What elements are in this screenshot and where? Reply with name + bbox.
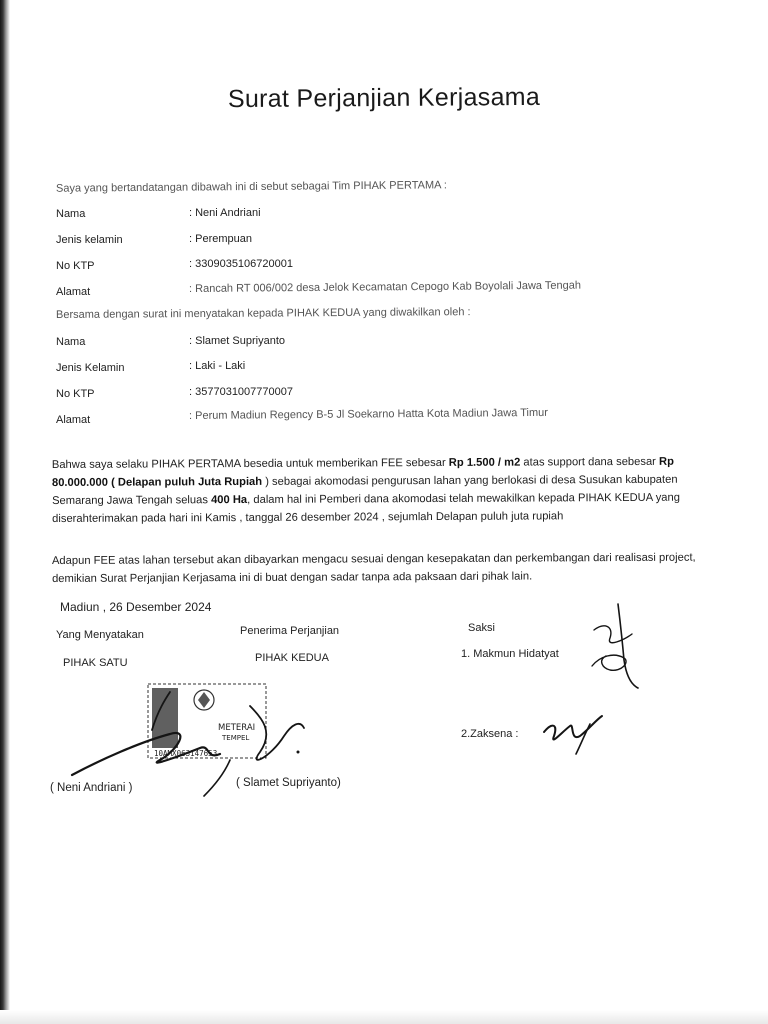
witness-1-name: 1. Makmun Hidatyat xyxy=(461,648,559,660)
second-party-ktp-label: No KTP xyxy=(56,388,95,400)
agreement-paragraph-1 xyxy=(52,452,722,528)
witness-label: Saksi xyxy=(468,622,495,634)
document-title: Surat Perjanjian Kerjasama xyxy=(227,82,541,114)
first-party-ktp-label: No KTP xyxy=(56,260,95,272)
second-party-name-value: : Slamet Supriyanto xyxy=(189,335,285,347)
paragraph-1-text-a: Bahwa saya selaku PIHAK PERTAMA besedia untuk memberikan FEE sebesar xyxy=(51,456,449,472)
paragraph-1-text-b: atas support dana sebesar xyxy=(520,455,660,469)
intro-first-party: Saya yang bertandatangan dibawah ini di sebut sebagai Tim PIHAK PERTAMA : xyxy=(55,179,447,195)
signer-2-party: PIHAK KEDUA xyxy=(255,652,329,664)
signer-2-name: ( Slamet Supriyanto) xyxy=(236,777,341,789)
second-party-ktp-value: : 3577031007770007 xyxy=(189,386,293,398)
second-party-gender-label: Jenis Kelamin xyxy=(56,362,125,374)
paragraph-1-text-c: ) sebagai akomodasi pengurusan lahan yang berlokasi di desa Susukan kabupaten Semarang Jawa Tengah seluas xyxy=(52,473,678,507)
place-date: Madiun , 26 Desember 2024 xyxy=(60,600,212,614)
fee-amount: Rp 1.500 / m2 xyxy=(448,456,521,469)
second-party-address-label: Alamat xyxy=(56,414,91,426)
stamp-serial: 10AMX063147653 xyxy=(154,749,218,758)
signer-1-name: ( Neni Andriani ) xyxy=(50,782,133,794)
land-area: 400 Ha xyxy=(211,493,248,507)
stamp-text-mid: TEMPEL xyxy=(222,734,250,742)
witness-2-signature xyxy=(540,712,610,756)
first-party-address-value: : Rancah RT 006/002 desa Jelok Kecamatan Cepogo Kab Boyolali Jawa Tengah xyxy=(188,279,582,295)
first-party-gender-value: : Perempuan xyxy=(189,233,252,245)
first-party-address-label: Alamat xyxy=(56,286,91,298)
witness-1-signature xyxy=(580,600,660,690)
witness-2-name: 2.Zaksena : xyxy=(461,728,519,740)
second-party-name-label: Nama xyxy=(56,336,86,348)
intro-second-party: Bersama dengan surat ini menyatakan kepada PIHAK KEDUA yang diwakilkan oleh : xyxy=(55,306,471,321)
signer-1-party: PIHAK SATU xyxy=(63,657,128,669)
first-party-name-label: Nama xyxy=(56,208,86,220)
fund-amount: Rp 80.000.000 ( Delapan puluh Juta Rupiah xyxy=(51,455,674,490)
first-party-ktp-value: : 3309035106720001 xyxy=(189,258,293,270)
first-party-gender-label: Jenis kelamin xyxy=(56,234,123,246)
second-party-address-value: : Perum Madiun Regency B-5 Jl Soekarno Hatta Kota Madiun Jawa Timur xyxy=(188,406,548,422)
agreement-paragraph-2: Adapun FEE atas lahan tersebut akan dibayarkan mengacu sesuai dengan kesepakatan dan perkembangan dari realisasi project, demikian Surat Perjanjian Kerjasama ini di buat dengan sadar tanpa ada paksaan dari pihak lain. xyxy=(51,551,696,585)
paragraph-1-text-d: , dalam hal ini Pemberi dana akomodasi telah mewakilkan kepada PIHAK KEDUA yang diserahterimakan pada hari ini Kamis , tanggal 26 desember 2024 , sejumlah Delapan puluh juta rupiah xyxy=(52,491,680,525)
signer-2-label: Penerima Perjanjian xyxy=(240,625,340,637)
scan-edge-shadow xyxy=(0,0,10,1024)
scan-bottom-shade xyxy=(0,1010,768,1024)
first-party-name-value: : Neni Andriani xyxy=(189,207,261,219)
signer-1-label: Yang Menyatakan xyxy=(56,629,144,641)
second-party-gender-value: : Laki - Laki xyxy=(189,360,246,372)
stamp-text-top: METERAI xyxy=(218,723,256,733)
